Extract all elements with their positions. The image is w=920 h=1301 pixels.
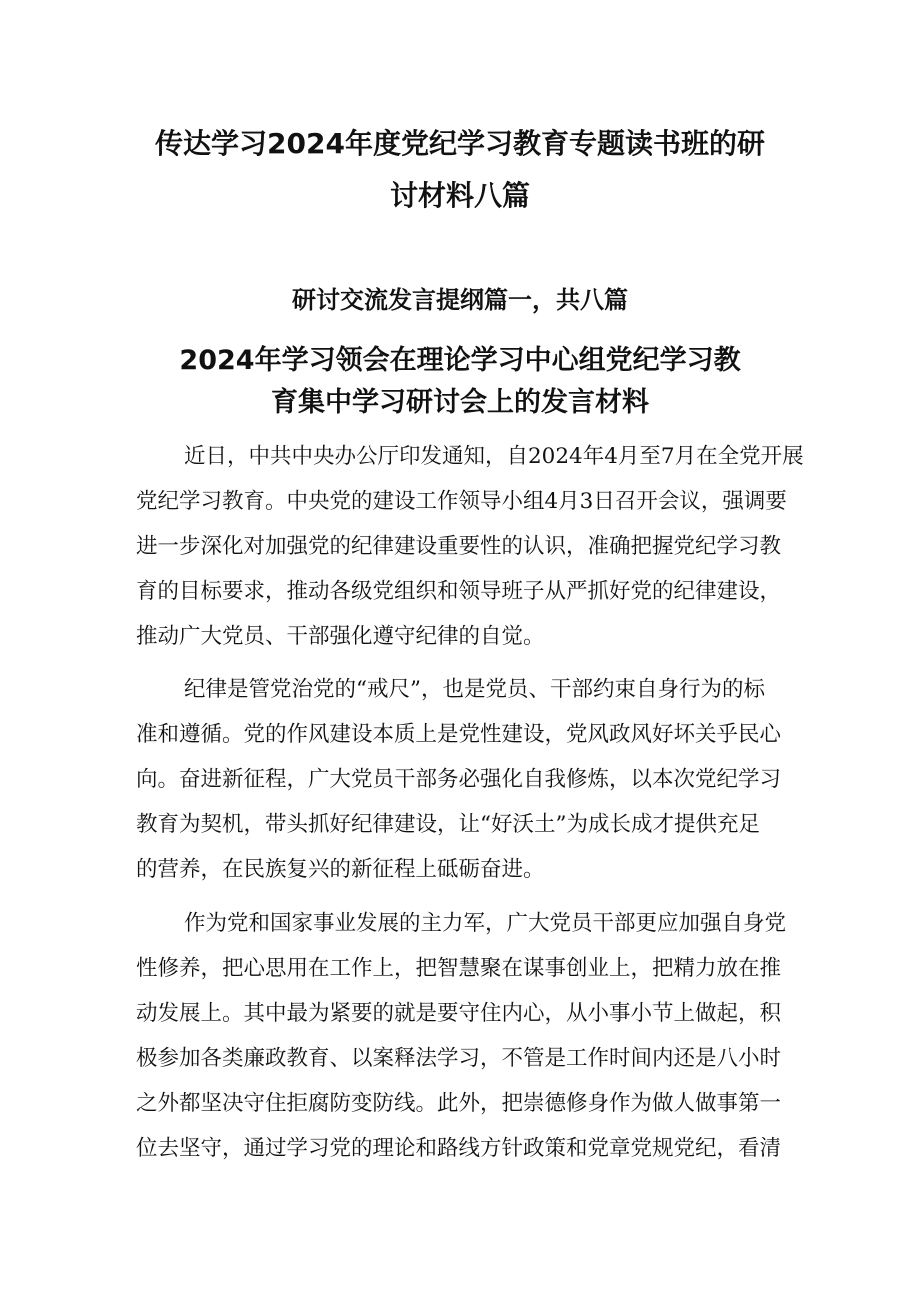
paragraph-line: 准和遵循。党的作风建设本质上是党性建设，党风政风好坏关乎民心 — [136, 722, 782, 747]
paragraph-line: 向。奋进新征程，广大党员干部务必强化自我修炼，以本次党纪学习 — [136, 767, 782, 792]
body-paragraph — [136, 434, 804, 659]
document-title-line: 传达学习2024年度党纪学习教育专题读书班的研 — [155, 127, 765, 160]
paragraph-line: 教育为契机，带头抓好纪律建设，让“好沃土”为成长成才提供充足 — [136, 812, 760, 837]
paragraph-line: 之外都坚决守住拒腐防变防线。此外，把崇德修身作为做人做事第一 — [136, 1091, 782, 1116]
section-heading-line: 2024年学习领会在理论学习中心组党纪学习教 — [179, 345, 741, 376]
paragraph-line: 位去坚守，通过学习党的理论和路线方针政策和党章党规党纪，看清 — [136, 1136, 782, 1161]
document-title — [130, 118, 790, 222]
body-paragraph — [136, 667, 796, 892]
paragraph-line: 作为党和国家事业发展的主力军，广大党员干部更应加强自身党 — [184, 911, 787, 936]
section-heading-line: 育集中学习研讨会上的发言材料 — [271, 387, 649, 418]
paragraph-line: 动发展上。其中最为紧要的就是要守住内心，从小事小节上做起，积 — [136, 1001, 782, 1026]
paragraph-line: 进一步深化对加强党的纪律建设重要性的认识，准确把握党纪学习教 — [136, 534, 782, 559]
paragraph-line: 性修养，把心思用在工作上，把智慧聚在谋事创业上，把精力放在推 — [136, 956, 782, 981]
paragraph-line: 推动广大党员、干部强化遵守纪律的自觉。 — [136, 624, 545, 649]
section-heading — [130, 340, 790, 424]
paragraph-line: 纪律是管党治党的“戒尺”，也是党员、干部约束自身行为的标 — [184, 677, 765, 702]
paragraph-line: 近日，中共中央办公厅印发通知，自2024年4月至7月在全党开展 — [184, 444, 804, 469]
document-title-line: 讨材料八篇 — [389, 179, 530, 212]
paragraph-line: 极参加各类廉政教育、以案释法学习，不管是工作时间内还是八小时 — [136, 1046, 782, 1071]
paragraph-line: 育的目标要求，推动各级党组织和领导班子从严抓好党的纪律建设， — [136, 579, 782, 604]
section-subtitle: 研讨交流发言提纲篇一，共八篇 — [292, 286, 628, 314]
body-paragraph — [136, 901, 796, 1171]
paragraph-line: 的营养，在民族复兴的新征程上砥砺奋进。 — [136, 857, 545, 882]
paragraph-line: 党纪学习教育。中央党的建设工作领导小组4月3日召开会议，强调要 — [136, 489, 787, 514]
